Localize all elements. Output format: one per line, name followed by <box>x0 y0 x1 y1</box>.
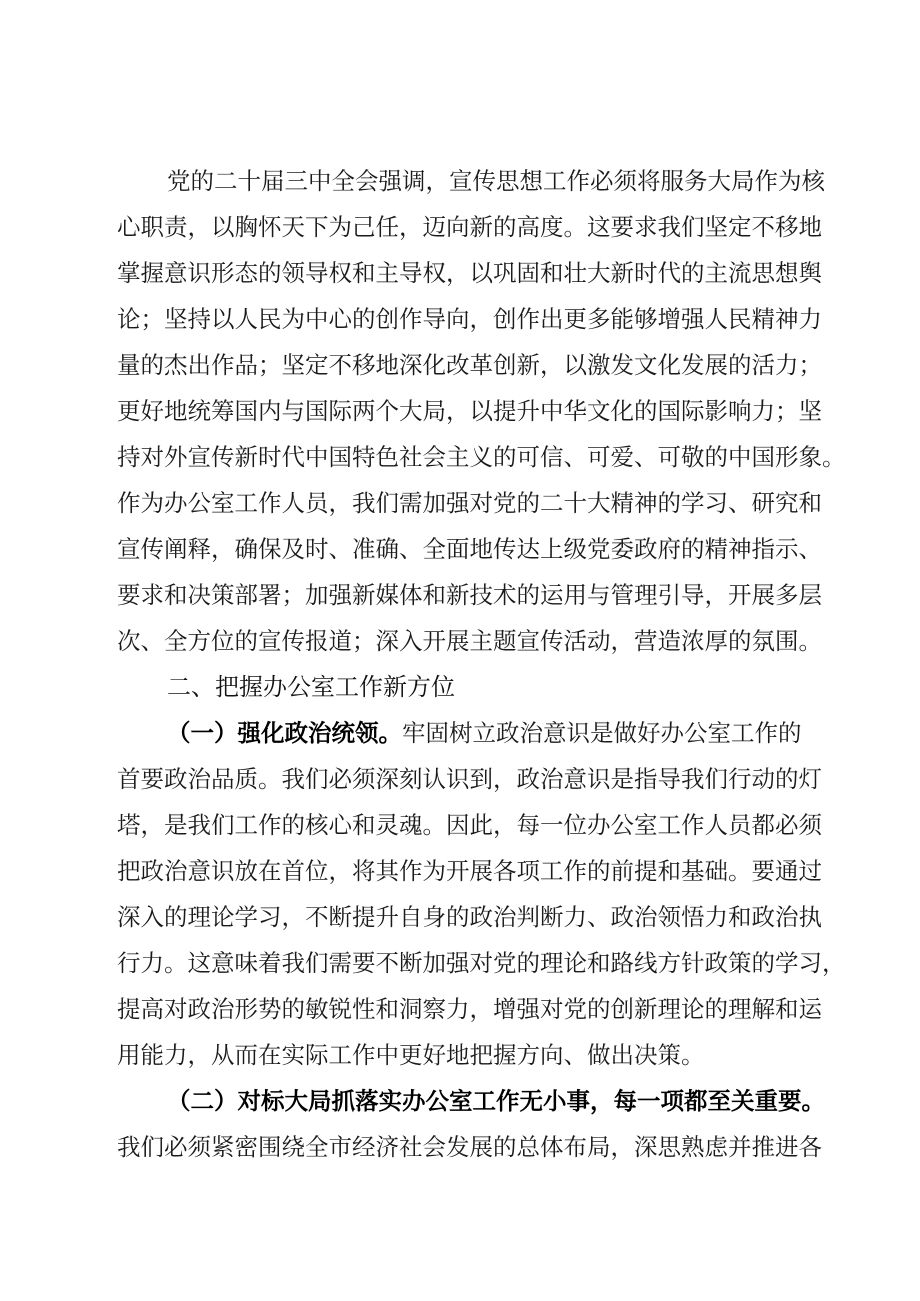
subsection-1-line-2: 首要政治品质。我们必须深刻认识到，政治意识是指导我们行动的灯 <box>117 765 822 793</box>
paragraph-1-line-10: 要求和决策部署；加强新媒体和新技术的运用与管理引导，开展多层 <box>117 581 822 609</box>
paragraph-1-line-1: 党的二十届三中全会强调，宣传思想工作必须将服务大局作为核 <box>167 167 825 195</box>
subsection-2-line-2: 我们必须紧密围绕全市经济社会发展的总体布局，深思熟虑并推进各 <box>117 1133 822 1161</box>
paragraph-1-line-7: 持对外宣传新时代中国特色社会主义的可信、可爱、可敬的中国形象。 <box>117 443 846 471</box>
paragraph-1-line-8: 作为办公室工作人员，我们需加强对党的二十大精神的学习、研究和 <box>117 489 822 517</box>
subsection-1-line-6: 行力。这意味着我们需要不断加强对党的理论和路线方针政策的学习， <box>117 949 846 977</box>
subsection-1-line-4: 把政治意识放在首位，将其作为开展各项工作的前提和基础。要通过 <box>117 857 822 885</box>
subsection-1-line-3: 塔，是我们工作的核心和灵魂。因此，每一位办公室工作人员都必须 <box>117 811 822 839</box>
paragraph-1-line-3: 掌握意识形态的领导权和主导权，以巩固和壮大新时代的主流思想舆 <box>117 259 822 287</box>
paragraph-1-line-4: 论；坚持以人民为中心的创作导向，创作出更多能够增强人民精神力 <box>117 305 822 333</box>
subsection-1-title: （一）强化政治统领。 <box>167 719 402 747</box>
subsection-1-first-line <box>167 716 802 750</box>
paragraph-1-line-11: 次、全方位的宣传报道；深入开展主题宣传活动，营造浓厚的氛围。 <box>117 627 822 655</box>
subsection-1-line-8: 用能力，从而在实际工作中更好地把握方向、做出决策。 <box>117 1041 705 1069</box>
paragraph-1-line-9: 宣传阐释，确保及时、准确、全面地传达上级党委政府的精神指示、 <box>117 535 822 563</box>
subsection-2-title: （二）对标大局抓落实办公室工作无小事，每一项都至关重要。 <box>167 1087 825 1115</box>
subsection-1-line-5: 深入的理论学习，不断提升自身的政治判断力、政治领悟力和政治执 <box>117 903 822 931</box>
subsection-1-first-line-text: 牢固树立政治意识是做好办公室工作的 <box>402 719 802 747</box>
paragraph-1-line-2: 心职责，以胸怀天下为己任，迈向新的高度。这要求我们坚定不移地 <box>117 213 822 241</box>
subsection-1-line-7: 提高对政治形势的敏锐性和洞察力，增强对党的创新理论的理解和运 <box>117 995 822 1023</box>
section-heading: 二、把握办公室工作新方位 <box>167 673 455 701</box>
paragraph-1-line-5: 量的杰出作品；坚定不移地深化改革创新，以激发文化发展的活力； <box>117 351 822 379</box>
paragraph-1-line-6: 更好地统筹国内与国际两个大局，以提升中华文化的国际影响力；坚 <box>117 397 822 425</box>
